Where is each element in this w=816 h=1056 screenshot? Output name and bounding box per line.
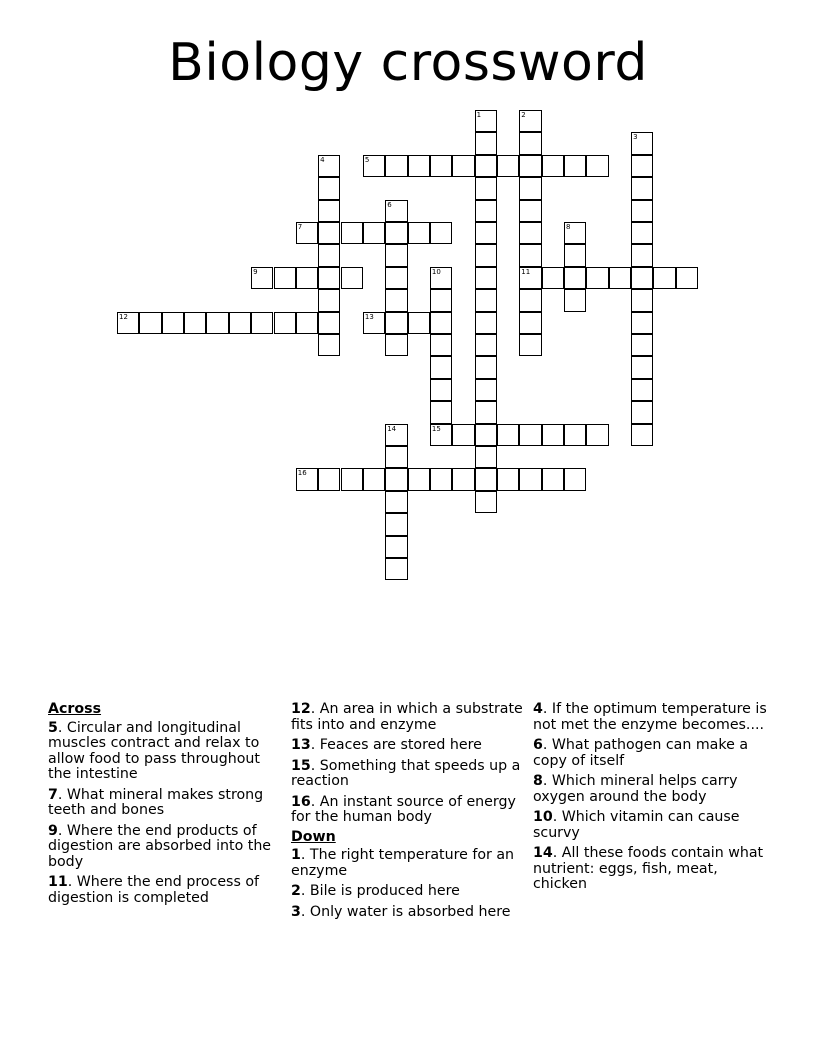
- clues-column-1: [48, 702, 284, 911]
- clue-number: 16: [291, 793, 311, 810]
- grid-cell[interactable]: [184, 312, 206, 334]
- grid-cell[interactable]: [475, 222, 497, 244]
- clue-text: Where the end products of digestion are absorbed into the body: [48, 822, 272, 870]
- grid-cell[interactable]: [519, 222, 541, 244]
- cell-number: 15: [431, 424, 441, 433]
- grid-cell[interactable]: [385, 289, 407, 311]
- grid-cell[interactable]: [385, 200, 407, 222]
- grid-cell[interactable]: [363, 155, 385, 177]
- grid-cell[interactable]: [519, 289, 541, 311]
- clue-text: If the optimum temperature is not met the enzyme becomes....: [533, 701, 767, 733]
- cell-number: 4: [320, 155, 325, 164]
- grid-cell[interactable]: [631, 267, 653, 289]
- grid-cell[interactable]: [385, 312, 407, 334]
- grid-cell[interactable]: [631, 401, 653, 423]
- clue-item: 6. What pathogen can make a copy of itself: [533, 737, 749, 769]
- grid-cell[interactable]: [430, 401, 452, 423]
- grid-cell[interactable]: [475, 132, 497, 154]
- grid-cell[interactable]: [586, 267, 608, 289]
- cell-number: 9: [253, 267, 258, 276]
- clue-number: 3: [291, 903, 301, 920]
- grid-cell[interactable]: [475, 446, 497, 468]
- grid-cell[interactable]: [497, 155, 519, 177]
- clue-item: 5. Circular and longitudinal muscles contract and relax to allow food to pass throughout the intestine: [48, 719, 260, 782]
- clue-item: 2. Bile is produced here: [291, 883, 460, 899]
- clue-number: 11: [48, 874, 68, 890]
- cell-number: 1: [476, 111, 482, 119]
- grid-cell[interactable]: [206, 312, 228, 334]
- grid-cell[interactable]: [475, 177, 497, 199]
- grid-cell[interactable]: [631, 177, 653, 199]
- grid-cell[interactable]: [586, 155, 608, 177]
- grid-cell[interactable]: [430, 379, 452, 401]
- grid-cell[interactable]: [296, 267, 318, 289]
- across-header: Across: [48, 701, 102, 717]
- clue-item: 1. The right temperature for an enzyme: [291, 847, 515, 879]
- clue-text: Which mineral helps carry oxygen around the body: [533, 773, 738, 805]
- grid-cell[interactable]: [162, 312, 184, 334]
- grid-cell[interactable]: [318, 312, 340, 334]
- grid-cell[interactable]: [475, 200, 497, 222]
- page-title: Biology crossword: [168, 33, 648, 93]
- grid-cell[interactable]: [251, 267, 273, 289]
- grid-cell[interactable]: [519, 244, 541, 266]
- clue-item: 12. An area in which a substrate fits into and enzyme: [291, 701, 523, 733]
- grid-cell[interactable]: [542, 468, 564, 490]
- grid-cell[interactable]: [430, 468, 452, 490]
- grid-cell[interactable]: [341, 468, 363, 490]
- grid-cell[interactable]: [318, 155, 340, 177]
- grid-cell[interactable]: [586, 424, 608, 446]
- grid-cell[interactable]: [430, 334, 452, 356]
- grid-cell[interactable]: [274, 267, 296, 289]
- grid-cell[interactable]: [385, 222, 407, 244]
- grid-cell[interactable]: [631, 379, 653, 401]
- clue-text: All these foods contain what nutrient: eggs, fish, meat, chicken: [533, 845, 764, 892]
- clue-item: 14. All these foods contain what nutrient: eggs, fish, meat, chicken: [533, 845, 764, 892]
- clue-item: 7. What mineral makes strong teeth and bones: [48, 786, 264, 818]
- down-clue-list-cont: [533, 702, 769, 893]
- grid-cell[interactable]: [475, 401, 497, 423]
- clue-text: Circular and longitudinal muscles contract and relax to allow food to pass throughout the intestine: [48, 719, 260, 782]
- grid-cell[interactable]: [274, 312, 296, 334]
- grid-cell[interactable]: [385, 513, 407, 535]
- grid-cell[interactable]: [408, 222, 430, 244]
- clue-number: 7: [48, 786, 58, 803]
- clue-number: 1: [291, 847, 301, 863]
- grid-cell[interactable]: [430, 267, 452, 289]
- grid-cell[interactable]: [385, 491, 407, 513]
- cell-number: 6: [387, 200, 392, 209]
- down-clue-list: [291, 848, 529, 920]
- grid-cell[interactable]: [564, 289, 586, 311]
- grid-cell[interactable]: [475, 334, 497, 356]
- cell-number: 14: [387, 424, 397, 433]
- grid-cell[interactable]: [519, 334, 541, 356]
- down-header: Down: [291, 828, 336, 845]
- clue-item: 8. Which mineral helps carry oxygen around the body: [533, 773, 738, 805]
- clue-item: 3. Only water is absorbed here: [291, 903, 511, 920]
- grid-cell[interactable]: [497, 424, 519, 446]
- grid-cell[interactable]: [475, 312, 497, 334]
- clue-number: 8: [533, 773, 543, 789]
- grid-cell[interactable]: [631, 222, 653, 244]
- cell-number: 2: [521, 111, 526, 119]
- grid-cell[interactable]: [542, 155, 564, 177]
- cell-number: 13: [364, 312, 374, 321]
- grid-cell[interactable]: [475, 155, 497, 177]
- clue-item: 11. Where the end process of digestion is completed: [48, 874, 260, 906]
- grid-cell[interactable]: [475, 244, 497, 266]
- grid-cell[interactable]: [475, 424, 497, 446]
- clue-number: 10: [533, 809, 553, 825]
- grid-cell[interactable]: [631, 200, 653, 222]
- grid-cell[interactable]: [475, 289, 497, 311]
- grid-cell[interactable]: [631, 356, 653, 378]
- grid-cell[interactable]: [631, 334, 653, 356]
- grid-cell[interactable]: [631, 424, 653, 446]
- grid-cell[interactable]: [519, 267, 541, 289]
- grid-cell[interactable]: [653, 267, 675, 289]
- grid-cell[interactable]: [475, 267, 497, 289]
- grid-cell[interactable]: [430, 289, 452, 311]
- grid-cell[interactable]: [318, 177, 340, 199]
- grid-cell[interactable]: [631, 155, 653, 177]
- grid-cell[interactable]: [564, 155, 586, 177]
- clue-number: 9: [48, 822, 58, 839]
- grid-cell[interactable]: [631, 132, 653, 154]
- grid-cell[interactable]: [363, 222, 385, 244]
- grid-cell[interactable]: [676, 267, 698, 289]
- grid-cell[interactable]: [363, 468, 385, 490]
- grid-cell[interactable]: [430, 222, 452, 244]
- grid-cell[interactable]: [475, 110, 497, 132]
- clue-item: 10. Which vitamin can cause scurvy: [533, 809, 740, 841]
- grid-cell[interactable]: [452, 424, 474, 446]
- grid-cell[interactable]: [385, 267, 407, 289]
- grid-cell[interactable]: [564, 267, 586, 289]
- grid-cell[interactable]: [251, 312, 273, 334]
- grid-cell[interactable]: [564, 468, 586, 490]
- clue-number: 5: [48, 719, 58, 736]
- clue-number: 13: [291, 737, 311, 753]
- clue-text: The right temperature for an enzyme: [291, 847, 515, 879]
- grid-cell[interactable]: [519, 177, 541, 199]
- clue-text: Which vitamin can cause scurvy: [533, 809, 740, 841]
- grid-cell[interactable]: [519, 424, 541, 446]
- clues-column-3: [533, 702, 769, 898]
- grid-cell[interactable]: [385, 334, 407, 356]
- grid-cell[interactable]: [430, 312, 452, 334]
- cell-number: 16: [297, 469, 307, 478]
- clue-text: Bile is produced here: [309, 883, 460, 899]
- cell-number: 12: [119, 312, 128, 321]
- grid-cell[interactable]: [452, 468, 474, 490]
- grid-cell[interactable]: [117, 312, 139, 334]
- clue-item: 13. Feaces are stored here: [291, 737, 482, 753]
- grid-cell[interactable]: [475, 379, 497, 401]
- clue-text: An area in which a substrate fits into and enzyme: [291, 701, 523, 733]
- grid-cell[interactable]: [430, 424, 452, 446]
- grid-cell[interactable]: [497, 468, 519, 490]
- grid-cell[interactable]: [363, 312, 385, 334]
- grid-cell[interactable]: [341, 222, 363, 244]
- grid-cell[interactable]: [430, 155, 452, 177]
- grid-cell[interactable]: [385, 244, 407, 266]
- grid-cell[interactable]: [475, 491, 497, 513]
- grid-cell[interactable]: [296, 468, 318, 490]
- grid-cell[interactable]: [631, 244, 653, 266]
- grid-cell[interactable]: [564, 244, 586, 266]
- cell-number: 10: [431, 267, 441, 276]
- clue-number: 12: [291, 701, 311, 717]
- clue-text: Only water is absorbed here: [309, 903, 511, 920]
- grid-cell[interactable]: [609, 267, 631, 289]
- grid-cell[interactable]: [318, 334, 340, 356]
- grid-cell[interactable]: [631, 289, 653, 311]
- clue-number: 15: [291, 757, 311, 774]
- clue-text: What mineral makes strong teeth and bones: [48, 786, 264, 818]
- grid-cell[interactable]: [385, 446, 407, 468]
- grid-cell[interactable]: [542, 424, 564, 446]
- cell-number: 5: [364, 155, 370, 164]
- grid-cell[interactable]: [408, 312, 430, 334]
- clue-number: 6: [533, 737, 543, 753]
- clue-item: 15. Something that speeds up a reaction: [291, 757, 521, 789]
- cell-number: 8: [566, 223, 571, 231]
- across-clue-list-cont: [291, 702, 529, 826]
- grid-cell[interactable]: [318, 222, 340, 244]
- cell-number: 7: [297, 223, 303, 231]
- grid-cell[interactable]: [519, 200, 541, 222]
- clue-number: 4: [533, 701, 543, 717]
- grid-cell[interactable]: [519, 312, 541, 334]
- across-clue-list: [48, 721, 284, 907]
- grid-cell[interactable]: [564, 424, 586, 446]
- clue-text: Something that speeds up a reaction: [291, 757, 521, 789]
- cell-number: 3: [633, 133, 638, 142]
- clue-text: Feaces are stored here: [319, 737, 482, 753]
- cell-number: 11: [521, 267, 531, 276]
- grid-cell[interactable]: [318, 244, 340, 266]
- grid-cell[interactable]: [430, 356, 452, 378]
- clue-number: 2: [291, 883, 301, 899]
- grid-cell[interactable]: [318, 200, 340, 222]
- grid-cell[interactable]: [408, 468, 430, 490]
- grid-cell[interactable]: [385, 468, 407, 490]
- grid-cell[interactable]: [408, 155, 430, 177]
- clue-text: An instant source of energy for the human body: [291, 793, 516, 825]
- clue-item: 9. Where the end products of digestion are absorbed into the body: [48, 822, 272, 870]
- clue-text: What pathogen can make a copy of itself: [533, 737, 749, 769]
- grid-cell[interactable]: [139, 312, 161, 334]
- clue-text: Where the end process of digestion is completed: [48, 874, 260, 906]
- clue-item: 16. An instant source of energy for the human body: [291, 793, 516, 825]
- grid-cell[interactable]: [296, 312, 318, 334]
- grid-cell[interactable]: [229, 312, 251, 334]
- grid-cell[interactable]: [318, 468, 340, 490]
- grid-cell[interactable]: [385, 424, 407, 446]
- grid-cell[interactable]: [519, 468, 541, 490]
- grid-cell[interactable]: [318, 289, 340, 311]
- grid-cell[interactable]: [542, 267, 564, 289]
- grid-cell[interactable]: [296, 222, 318, 244]
- grid-cell[interactable]: [631, 312, 653, 334]
- grid-cell[interactable]: [519, 110, 541, 132]
- grid-cell[interactable]: [475, 356, 497, 378]
- clues-column-2: [291, 702, 529, 925]
- grid-cell[interactable]: [519, 132, 541, 154]
- clue-number: 14: [533, 845, 553, 861]
- grid-cell[interactable]: [564, 222, 586, 244]
- grid-cell[interactable]: [475, 468, 497, 490]
- grid-cell[interactable]: [385, 536, 407, 558]
- grid-cell[interactable]: [318, 267, 340, 289]
- grid-cell[interactable]: [452, 155, 474, 177]
- grid-cell[interactable]: [341, 267, 363, 289]
- grid-cell[interactable]: [519, 155, 541, 177]
- grid-cell[interactable]: [385, 558, 407, 580]
- clue-item: 4. If the optimum temperature is not met the enzyme becomes....: [533, 701, 767, 733]
- grid-cell[interactable]: [385, 155, 407, 177]
